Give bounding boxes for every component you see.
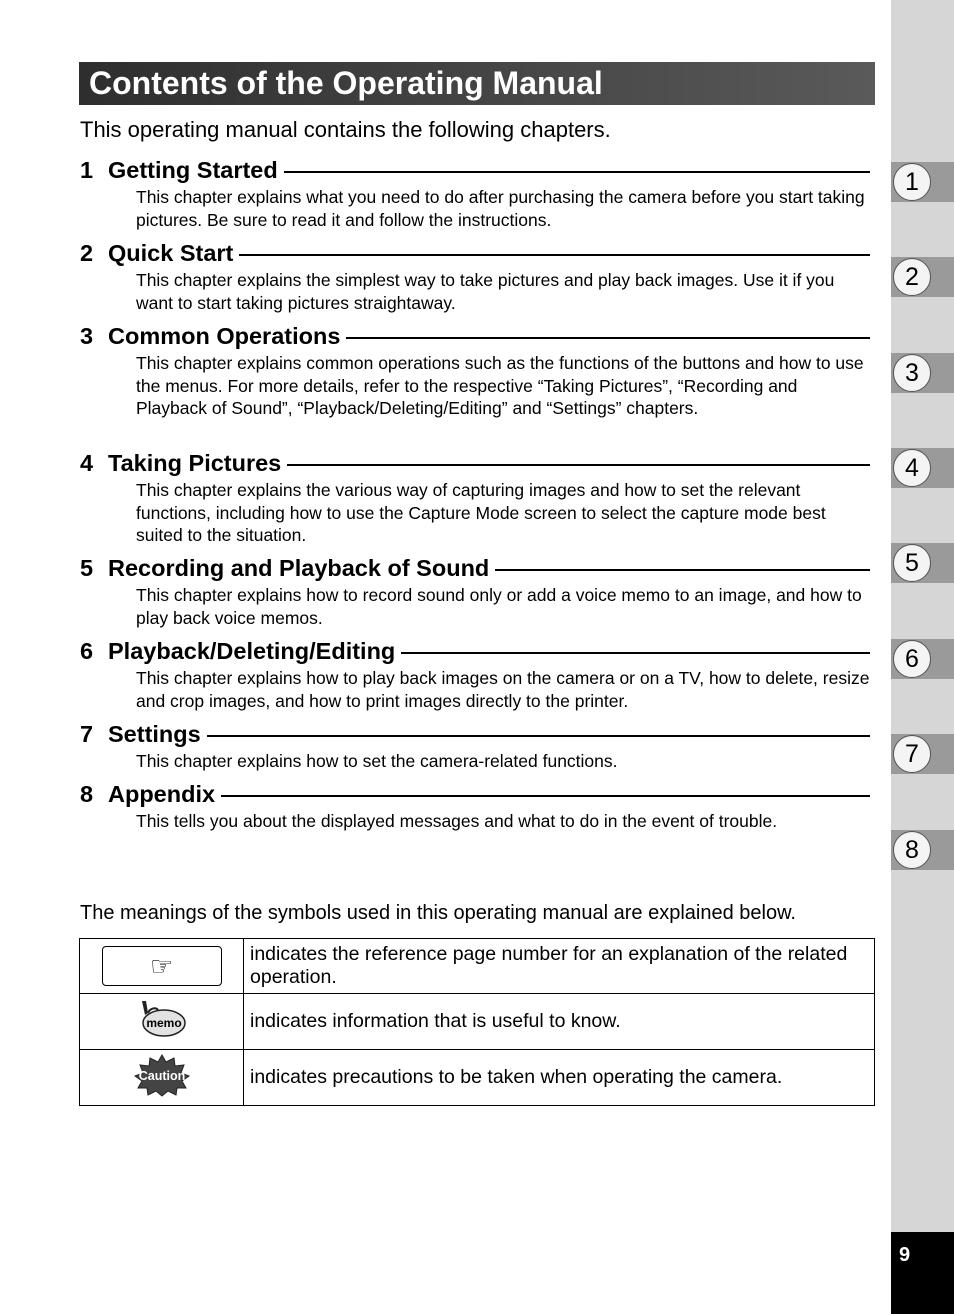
- chapter-heading: [80, 553, 870, 583]
- chapter-title: Getting Started: [108, 156, 278, 183]
- tab-number: 8: [893, 831, 931, 869]
- chapter-entry: [80, 636, 870, 712]
- tab-number: 2: [893, 258, 931, 296]
- table-row: [80, 994, 875, 1050]
- chapter-heading: [80, 155, 870, 185]
- caution-icon: [132, 1053, 192, 1097]
- tab-chapter-6[interactable]: [891, 639, 954, 679]
- chapter-number: 6: [80, 637, 94, 664]
- symbol-description: indicates precautions to be taken when operating the camera.: [244, 1050, 875, 1106]
- chapter-heading: [80, 238, 870, 268]
- tab-number: 6: [893, 640, 931, 678]
- chapter-entry: [80, 448, 870, 547]
- symbols-table: [79, 938, 875, 1106]
- heading-rule: [207, 735, 870, 737]
- table-row: [80, 1050, 875, 1106]
- tab-chapter-7[interactable]: [891, 734, 954, 774]
- title-bar: [79, 62, 875, 105]
- table-row: [80, 939, 875, 994]
- symbols-intro-text: The meanings of the symbols used in this operating manual are explained below.: [80, 902, 796, 924]
- heading-rule: [284, 171, 870, 173]
- chapter-description: This chapter explains how to play back images on the camera or on a TV, how to delete, resize and crop images, and how to print images directly to the printer.: [136, 668, 870, 711]
- tab-number: 7: [893, 735, 931, 773]
- chapter-entry: [80, 779, 870, 833]
- chapter-number: 4: [80, 449, 94, 476]
- chapter-heading: [80, 448, 870, 478]
- tab-chapter-5[interactable]: [891, 543, 954, 583]
- chapter-number: 2: [80, 239, 94, 266]
- page-number: 9: [899, 1244, 911, 1266]
- chapter-entry: [80, 553, 870, 629]
- heading-rule: [221, 795, 870, 797]
- chapter-title: Recording and Playback of Sound: [108, 554, 490, 581]
- heading-rule: [239, 254, 870, 256]
- chapter-heading: [80, 779, 870, 809]
- tab-number: 4: [893, 449, 931, 487]
- memo-icon-label: memo: [145, 1015, 182, 1030]
- tab-number: 3: [893, 354, 931, 392]
- chapter-description: This chapter explains common operations such as the functions of the buttons and how to use the menus. For more details, refer to the respective “Taking Pictures”, “Recording and Playback of Sound”, “Playback/Deleting/Editing” and “Settings” chapters.: [136, 353, 864, 418]
- symbol-description: indicates information that is useful to know.: [244, 994, 875, 1050]
- tab-number: 1: [893, 163, 931, 201]
- chapter-description: This chapter explains the various way of capturing images and how to set the relevant functions, including how to use the Capture Mode screen to select the capture mode best suited to the situation.: [136, 480, 826, 545]
- symbol-icon-cell: [80, 994, 244, 1050]
- intro-text: This operating manual contains the following chapters.: [80, 117, 611, 142]
- chapter-description: This tells you about the displayed messages and what to do in the event of trouble.: [136, 811, 778, 831]
- chapter-title: Appendix: [108, 780, 216, 807]
- chapter-title: Common Operations: [108, 322, 341, 349]
- tab-chapter-1[interactable]: [891, 162, 954, 202]
- symbol-icon-cell: [80, 1050, 244, 1106]
- tab-chapter-8[interactable]: [891, 830, 954, 870]
- tab-chapter-3[interactable]: [891, 353, 954, 393]
- page-number-box: [891, 1232, 954, 1314]
- tab-chapter-2[interactable]: [891, 257, 954, 297]
- chapter-heading: [80, 321, 870, 351]
- symbol-description: indicates the reference page number for an explanation of the related operation.: [244, 939, 875, 994]
- chapter-title: Quick Start: [108, 239, 234, 266]
- chapter-number: 7: [80, 720, 94, 747]
- chapter-heading: [80, 719, 870, 749]
- chapter-entry: [80, 238, 870, 314]
- chapter-entry: [80, 321, 870, 420]
- heading-rule: [346, 337, 870, 339]
- chapter-title: Playback/Deleting/Editing: [108, 637, 396, 664]
- tab-chapter-4[interactable]: [891, 448, 954, 488]
- chapter-title: Taking Pictures: [108, 449, 282, 476]
- chapter-description: This chapter explains the simplest way to take pictures and play back images. Use it if you want to start taking pictures straightaway.: [136, 270, 835, 313]
- chapter-number: 5: [80, 554, 94, 581]
- chapter-description: This chapter explains what you need to do after purchasing the camera before you start taking pictures. Be sure to read it and follow the instructions.: [136, 187, 865, 230]
- chapter-number: 1: [80, 156, 94, 183]
- reference-hand-icon: ☞: [102, 946, 222, 986]
- chapter-description: This chapter explains how to set the camera-related functions.: [136, 751, 618, 771]
- heading-rule: [495, 569, 870, 571]
- chapter-heading: [80, 636, 870, 666]
- tab-number: 5: [893, 544, 931, 582]
- chapter-description: This chapter explains how to record sound only or add a voice memo to an image, and how to play back voice memos.: [136, 585, 862, 628]
- chapter-entry: [80, 719, 870, 773]
- chapter-number: 3: [80, 322, 94, 349]
- caution-icon-label: Caution: [138, 1068, 185, 1083]
- heading-rule: [287, 464, 870, 466]
- chapter-number: 8: [80, 780, 94, 807]
- heading-rule: [401, 652, 870, 654]
- chapter-title: Settings: [108, 720, 201, 747]
- chapter-entry: [80, 155, 870, 231]
- page-title: Contents of the Operating Manual: [89, 65, 603, 101]
- memo-icon: [136, 999, 188, 1039]
- symbol-icon-cell: [80, 939, 244, 994]
